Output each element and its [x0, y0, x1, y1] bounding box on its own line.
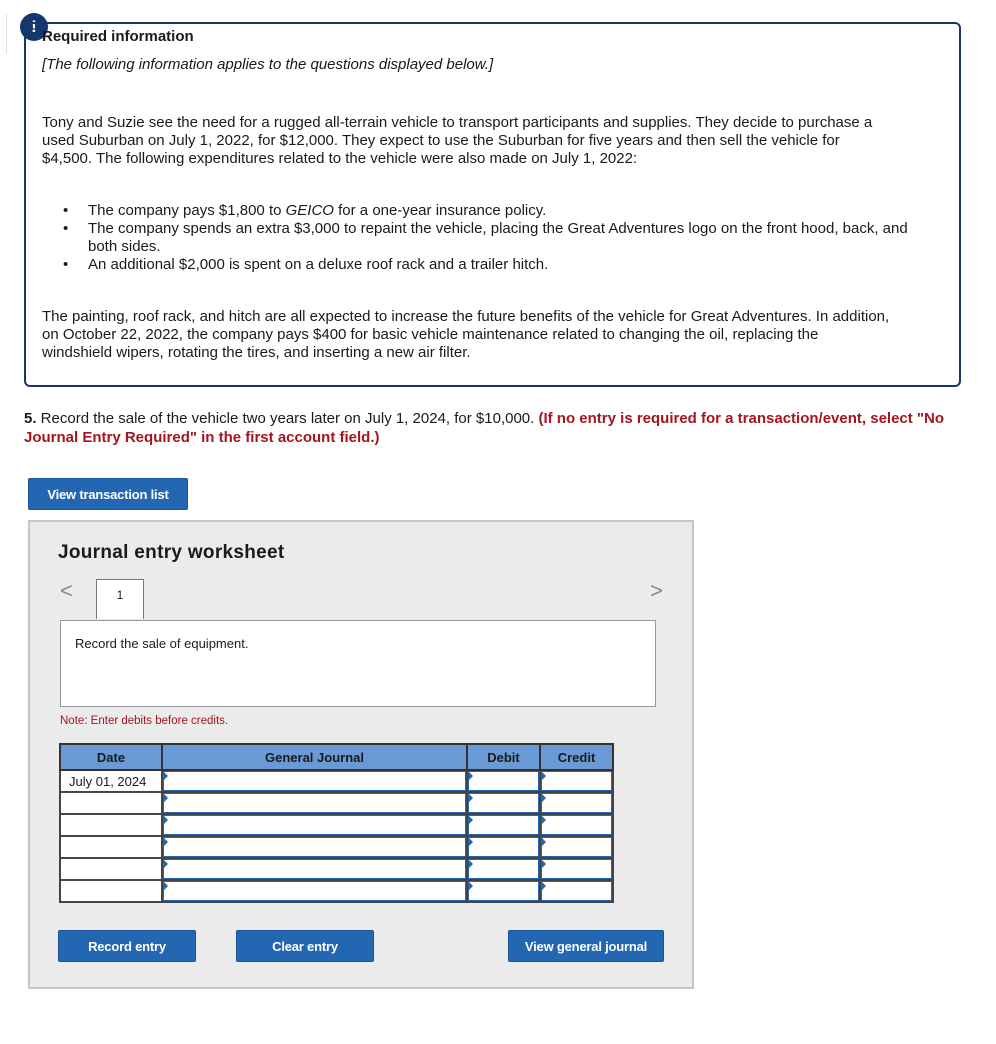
- debit-input[interactable]: [468, 815, 539, 835]
- account-cell[interactable]: [162, 858, 467, 880]
- input-marker-icon: [468, 771, 473, 781]
- credit-cell[interactable]: [540, 770, 613, 792]
- credit-input[interactable]: [541, 881, 612, 901]
- entry-page-tab-1[interactable]: 1: [96, 579, 144, 619]
- dropdown-marker-icon: [163, 859, 168, 869]
- table-row: [60, 770, 613, 792]
- alert-icon: !: [20, 13, 48, 41]
- input-marker-icon: [541, 837, 546, 847]
- credit-cell[interactable]: [540, 858, 613, 880]
- entry-description: Record the sale of equipment.: [60, 620, 656, 707]
- date-cell: [60, 880, 162, 902]
- view-transaction-list-button[interactable]: View transaction list: [28, 478, 188, 510]
- view-general-journal-button[interactable]: View general journal: [508, 930, 664, 962]
- info-title: Required information: [42, 28, 194, 45]
- credit-cell[interactable]: [540, 836, 613, 858]
- journal-table: [59, 743, 614, 903]
- next-entry-arrow-icon[interactable]: >: [650, 578, 663, 603]
- debit-input[interactable]: [468, 793, 539, 813]
- input-marker-icon: [468, 881, 473, 891]
- credit-cell[interactable]: [540, 814, 613, 836]
- date-cell: [60, 814, 162, 836]
- credit-cell[interactable]: [540, 880, 613, 902]
- credit-input[interactable]: [541, 837, 612, 857]
- debit-input[interactable]: [468, 881, 539, 901]
- debit-cell[interactable]: [467, 836, 540, 858]
- dropdown-marker-icon: [163, 837, 168, 847]
- account-input[interactable]: [163, 859, 466, 879]
- account-input[interactable]: [163, 771, 466, 791]
- input-marker-icon: [468, 793, 473, 803]
- debit-cell[interactable]: [467, 858, 540, 880]
- date-cell: [60, 836, 162, 858]
- credit-column-header: Credit: [540, 744, 613, 770]
- account-cell[interactable]: [162, 814, 467, 836]
- bullet-item-roof-rack: • An additional $2,000 is spent on a deluxe roof rack and a trailer hitch.: [63, 256, 549, 273]
- input-marker-icon: [468, 859, 473, 869]
- clear-entry-button[interactable]: Clear entry: [236, 930, 374, 962]
- debit-input[interactable]: [468, 859, 539, 879]
- record-entry-button[interactable]: Record entry: [58, 930, 196, 962]
- debit-cell[interactable]: [467, 770, 540, 792]
- dropdown-marker-icon: [163, 815, 168, 825]
- info-subtitle: [The following information applies to the questions displayed below.]: [42, 56, 494, 73]
- bullet-item-repaint: • The company spends an extra $3,000 to repaint the vehicle, placing the Great Adventures logo on the front hood, back, and both sides.: [63, 220, 908, 255]
- account-input[interactable]: [163, 881, 466, 901]
- debit-input[interactable]: [468, 837, 539, 857]
- general-journal-column-header: General Journal: [162, 744, 467, 770]
- account-cell[interactable]: [162, 792, 467, 814]
- debits-note: Note: Enter debits before credits.: [60, 715, 229, 727]
- question-prompt: 5. Record the sale of the vehicle two years later on July 1, 2024, for $10,000. (If no entry is required for a transaction/event, select "No Journal Entry Required" in the first account field.): [24, 410, 945, 446]
- table-row: [60, 836, 613, 858]
- debit-cell[interactable]: [467, 792, 540, 814]
- input-marker-icon: [468, 815, 473, 825]
- credit-input[interactable]: [541, 859, 612, 879]
- account-cell[interactable]: [162, 770, 467, 792]
- side-tab: [0, 14, 7, 54]
- credit-input[interactable]: [541, 793, 612, 813]
- debit-input[interactable]: [468, 771, 539, 791]
- account-cell[interactable]: [162, 880, 467, 902]
- account-input[interactable]: [163, 837, 466, 857]
- date-cell: [60, 858, 162, 880]
- credit-cell[interactable]: [540, 792, 613, 814]
- input-marker-icon: [541, 859, 546, 869]
- info-bullet-list: [63, 202, 912, 274]
- input-marker-icon: [541, 793, 546, 803]
- date-column-header: Date: [60, 744, 162, 770]
- worksheet-title: Journal entry worksheet: [58, 542, 285, 563]
- journal-entry-worksheet: [28, 520, 694, 989]
- bullet-item-insurance: • The company pays $1,800 to GEICO for a one-year insurance policy.: [63, 202, 547, 219]
- input-marker-icon: [541, 881, 546, 891]
- info-paragraph-1: Tony and Suzie see the need for a rugged all-terrain vehicle to transport participants and supplies. They decide to purchase a used Suburban on July 1, 2022, for $12,000. They expect to use the Suburban for five years and then sell the vehicle for $4,500. The following expenditures related to the vehicle were also made on July 1, 2022:: [42, 114, 873, 167]
- input-marker-icon: [468, 837, 473, 847]
- account-cell[interactable]: [162, 836, 467, 858]
- credit-input[interactable]: [541, 815, 612, 835]
- date-cell: July 01, 2024: [60, 770, 162, 792]
- dropdown-marker-icon: [163, 793, 168, 803]
- table-row: [60, 858, 613, 880]
- dropdown-marker-icon: [163, 881, 168, 891]
- date-cell: [60, 792, 162, 814]
- account-input[interactable]: [163, 815, 466, 835]
- prev-entry-arrow-icon[interactable]: <: [60, 578, 73, 603]
- debit-cell[interactable]: [467, 814, 540, 836]
- credit-input[interactable]: [541, 771, 612, 791]
- info-paragraph-2: The painting, roof rack, and hitch are all expected to increase the future benefits of the vehicle for Great Adventures. In addition, on October 22, 2022, the company pays $400 for basic vehicle maintenance related to changing the oil, replacing the windshield wipers, rotating the tires, and inserting a new air filter.: [42, 308, 890, 361]
- input-marker-icon: [541, 771, 546, 781]
- table-row: [60, 814, 613, 836]
- debit-cell[interactable]: [467, 880, 540, 902]
- debit-column-header: Debit: [467, 744, 540, 770]
- table-row: [60, 792, 613, 814]
- table-row: [60, 880, 613, 902]
- dropdown-marker-icon: [163, 771, 168, 781]
- account-input[interactable]: [163, 793, 466, 813]
- input-marker-icon: [541, 815, 546, 825]
